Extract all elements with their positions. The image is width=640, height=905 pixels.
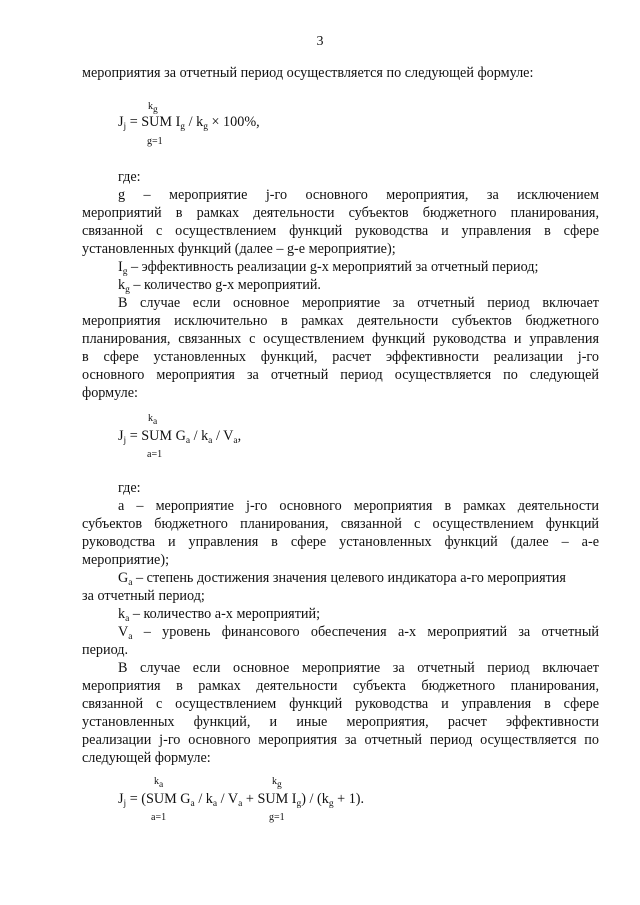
text-line: мероприятия в рамках деятельности субъекта бюджетного планирования, (82, 678, 599, 694)
text-line: В случае если основное мероприятие за отчетный период включает (118, 295, 599, 311)
definition-ka: $k_a$ – количество a-х мероприятий; (118, 606, 321, 624)
text-line: за отчетный период; (82, 588, 205, 604)
formula-upper-limit-a: $k_a$ (154, 776, 164, 790)
text-line: связанной с осуществлением функций руководства и управления в сфере (82, 223, 599, 239)
text-line: субъектов бюджетного планирования, связанной с осуществлением функций (82, 516, 599, 532)
formula-lower-limit-a: a=1 (151, 812, 167, 823)
formula-upper-limit: $k_g$ (148, 101, 158, 115)
formula-lower-limit: a=1 (147, 449, 163, 460)
text-line: связанной с осуществлением функций руководства и управления в сфере (82, 696, 599, 712)
text-line: мероприятия за отчетный период осуществляется по следующей формуле: (82, 65, 534, 81)
text-line: установленных функций (далее – g-е мероприятие); (82, 241, 396, 257)
definition-ig: $I_g$ – эффективность реализации g-х мероприятий за отчетный период; (118, 259, 539, 277)
text-line: a – мероприятие j-го основного мероприятия в рамках деятельности (118, 498, 599, 514)
text-line: следующей формуле: (82, 750, 211, 766)
definition-kg: $k_g$ – количество g-х мероприятий. (118, 277, 321, 295)
definition-va: $V_a$ – уровень финансового обеспечения a-х мероприятий за отчетный (118, 624, 599, 641)
text-line: формуле: (82, 385, 138, 401)
formula-upper-limit-g: $k_g$ (272, 776, 282, 790)
text-line: мероприятие); (82, 552, 170, 568)
text-line: реализации j-го основного мероприятия за отчетный период осуществляется по (82, 732, 599, 748)
text-line: в сфере установленных функций, расчет эффективности реализации j-го (82, 349, 599, 365)
formula-lower-limit: g=1 (147, 136, 163, 147)
text-line: установленных функций, и иные мероприятия, расчет эффективности (82, 714, 599, 730)
text-line: В случае если основное мероприятие за отчетный период включает (118, 660, 599, 676)
text-line: период. (82, 642, 129, 658)
text-line: где: (118, 169, 141, 185)
text-line: мероприятий в рамках деятельности субъектов бюджетного планирования, (82, 205, 599, 221)
text-line: где: (118, 480, 141, 496)
formula-lower-limit-g: g=1 (269, 812, 285, 823)
text-line: g – мероприятие j-го основного мероприятия, за исключением (118, 187, 599, 203)
text-line: основного мероприятия за отчетный период осуществляется по следующей (82, 367, 599, 383)
text-line: планирования, связанных с осуществлением функций руководства и управления (82, 331, 599, 347)
text-line: руководства и управления в сфере установленных функций (далее – a-е (82, 534, 599, 550)
text-line: мероприятия исключительно в рамках деятельности субъектов бюджетного (82, 313, 599, 329)
definition-ga: $G_a$ – степень достижения значения целевого индикатора a-го мероприятия (118, 570, 566, 588)
page-number: 3 (316, 34, 324, 49)
formula-body: $J_j$ = SUM $I_g / k_g \times 100\%$, (118, 114, 260, 132)
formula-body: $J_j$ = SUM $G_a / k_a / V_a$, (118, 428, 242, 446)
formula-upper-limit: $k_a$ (148, 413, 158, 427)
formula-body: $J_j = (SUM$ $G_a / k_a / V_a$ + SUM $I_g) / (k_g + 1)$. (118, 791, 365, 809)
